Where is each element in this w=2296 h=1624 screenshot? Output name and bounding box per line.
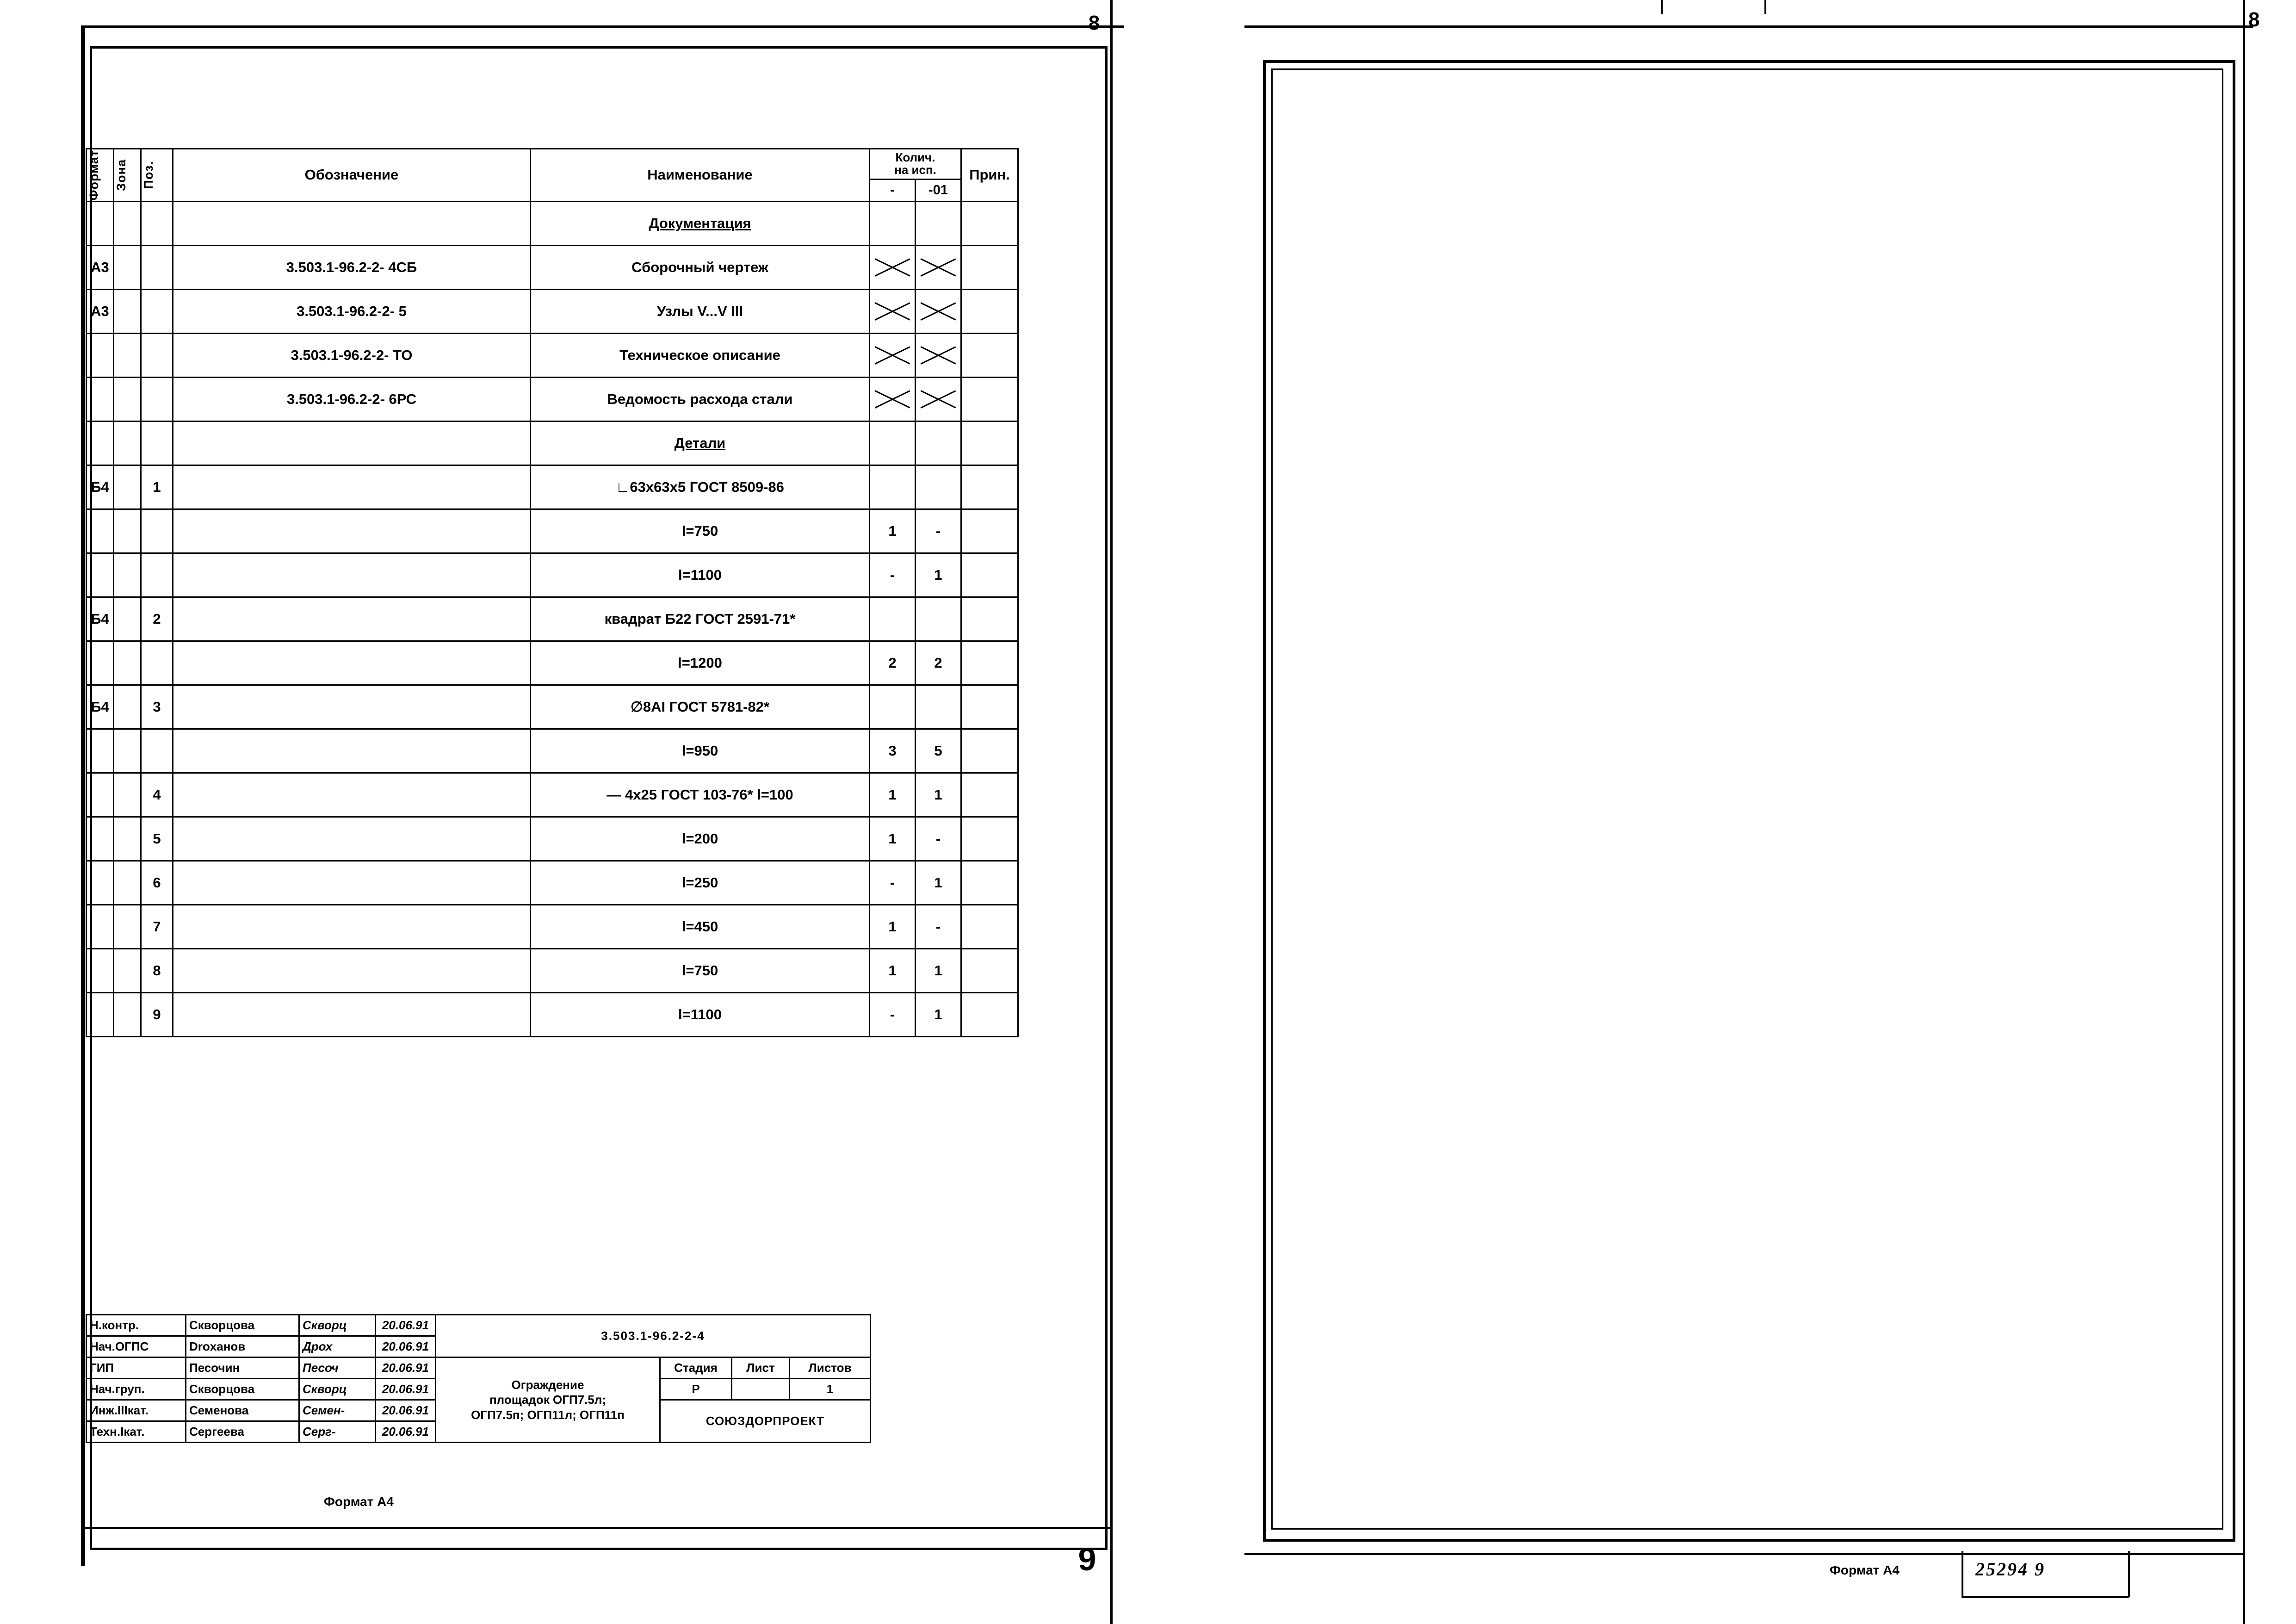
cell-zona	[114, 729, 141, 773]
cell-quantity-01	[916, 421, 961, 465]
stadia-header: Стадия	[660, 1357, 732, 1379]
cell-quantity-base: 2	[870, 641, 916, 685]
listov-header: Листов	[790, 1357, 871, 1379]
cell-oboznachenie	[173, 729, 531, 773]
cell-poz	[141, 553, 173, 597]
cell-prin	[961, 553, 1018, 597]
object-title	[436, 1357, 660, 1443]
cell-format: Б4	[87, 465, 114, 509]
cell-format	[87, 509, 114, 553]
signature-mark: Дрох	[299, 1336, 376, 1357]
cell-oboznachenie: 3.503.1-96.2-2- 5	[173, 289, 531, 333]
cell-prin	[961, 245, 1018, 289]
right-sheet-frame	[1263, 60, 2235, 1542]
table-row	[87, 465, 1018, 509]
table-header-row	[87, 149, 1018, 202]
table-row	[87, 729, 1018, 773]
object-title-line3: ОГП7.5п; ОГП11л; ОГП11п	[471, 1407, 625, 1422]
cell-poz: 7	[141, 905, 173, 948]
cell-prin	[961, 465, 1018, 509]
cell-format	[87, 817, 114, 861]
signature-role: Н.контр.	[87, 1315, 186, 1336]
cell-oboznachenie	[173, 861, 531, 905]
cell-poz: 6	[141, 861, 173, 905]
cell-oboznachenie: 3.503.1-96.2-2- ТО	[173, 333, 531, 377]
cell-naimenovanie: l=1200	[531, 641, 870, 685]
table-row	[87, 861, 1018, 905]
cell-quantity-base: -	[870, 861, 916, 905]
cell-oboznachenie	[173, 905, 531, 948]
cell-zona	[114, 817, 141, 861]
signature-mark: Серг-	[299, 1421, 376, 1443]
table-row	[87, 685, 1018, 729]
cell-oboznachenie	[173, 201, 531, 245]
signature-date: 20.06.91	[376, 1400, 436, 1421]
cell-quantity-base	[870, 421, 916, 465]
cell-oboznachenie	[173, 465, 531, 509]
header-q1: -	[870, 180, 916, 201]
cell-quantity-base	[870, 333, 916, 377]
list-value	[732, 1379, 790, 1400]
cell-zona	[114, 773, 141, 817]
cell-naimenovanie: Техническое описание	[531, 333, 870, 377]
cell-prin	[961, 729, 1018, 773]
cell-quantity-base	[870, 597, 916, 641]
signature-date: 20.06.91	[376, 1315, 436, 1336]
cell-quantity-base: -	[870, 553, 916, 597]
cell-zona	[114, 465, 141, 509]
cell-prin	[961, 948, 1018, 992]
cell-quantity-base: 3	[870, 729, 916, 773]
signature-role: ГИП	[87, 1357, 186, 1379]
table-row	[87, 377, 1018, 421]
table-row	[87, 509, 1018, 553]
cell-naimenovanie: — 4х25 ГОСТ 103-76* l=100	[531, 773, 870, 817]
cell-format	[87, 421, 114, 465]
signature-name: Сергеева	[186, 1421, 299, 1443]
cell-oboznachenie	[173, 773, 531, 817]
cell-prin	[961, 333, 1018, 377]
cell-poz: 2	[141, 597, 173, 641]
cell-quantity-01: 5	[916, 729, 961, 773]
cell-zona	[114, 861, 141, 905]
header-na-isp: на исп.	[894, 163, 936, 177]
cell-quantity-01: -	[916, 817, 961, 861]
cell-format	[87, 948, 114, 992]
cell-poz: 3	[141, 685, 173, 729]
signature-role: Нач.груп.	[87, 1379, 186, 1400]
cell-format	[87, 201, 114, 245]
table-row	[87, 421, 1018, 465]
left-sheet-bottom-rule	[81, 1527, 1113, 1529]
signature-mark: Семен-	[299, 1400, 376, 1421]
cell-prin	[961, 992, 1018, 1036]
table-row	[87, 289, 1018, 333]
cell-quantity-base: 1	[870, 905, 916, 948]
cell-quantity-base	[870, 377, 916, 421]
cell-poz	[141, 377, 173, 421]
right-sheet	[1244, 25, 2253, 1562]
signature-name: Семенова	[186, 1400, 299, 1421]
table-row	[87, 201, 1018, 245]
cell-naimenovanie: l=750	[531, 948, 870, 992]
cell-zona	[114, 948, 141, 992]
right-sheet-bottom-rule	[1244, 1553, 2244, 1555]
cell-quantity-base	[870, 289, 916, 333]
cell-quantity-01	[916, 465, 961, 509]
cell-zona	[114, 685, 141, 729]
right-code-box-left	[1962, 1551, 1963, 1597]
right-format-label: Формат А4	[1830, 1563, 1900, 1577]
table-row	[87, 333, 1018, 377]
cell-quantity-base	[870, 465, 916, 509]
cell-format	[87, 861, 114, 905]
cell-format	[87, 729, 114, 773]
cell-oboznachenie	[173, 553, 531, 597]
signature-date: 20.06.91	[376, 1336, 436, 1357]
cell-prin	[961, 421, 1018, 465]
cell-poz: 4	[141, 773, 173, 817]
title-block	[86, 1314, 871, 1443]
cell-naimenovanie: ∟63х63х5 ГОСТ 8509-86	[531, 465, 870, 509]
signature-mark: Песоч	[299, 1357, 376, 1379]
cell-zona	[114, 289, 141, 333]
cell-zona	[114, 905, 141, 948]
left-sheet-right-border	[1110, 0, 1113, 1624]
cell-prin	[961, 377, 1018, 421]
header-naimenovanie: Наименование	[531, 149, 870, 202]
table-row	[87, 597, 1018, 641]
cell-quantity-01: -	[916, 905, 961, 948]
cell-quantity-01	[916, 245, 961, 289]
cell-quantity-01: 1	[916, 992, 961, 1036]
cell-naimenovanie: l=250	[531, 861, 870, 905]
cell-poz	[141, 421, 173, 465]
cell-zona	[114, 509, 141, 553]
table-row	[87, 773, 1018, 817]
cell-format	[87, 333, 114, 377]
cell-quantity-base: 1	[870, 509, 916, 553]
cell-naimenovanie: Сборочный чертеж	[531, 245, 870, 289]
cell-poz	[141, 641, 173, 685]
right-archive-code: 25294 9	[1975, 1559, 2045, 1580]
cell-prin	[961, 685, 1018, 729]
cell-format	[87, 641, 114, 685]
cell-format: Б4	[87, 685, 114, 729]
left-format-label: Формат А4	[324, 1494, 394, 1509]
cell-oboznachenie	[173, 948, 531, 992]
signature-date: 20.06.91	[376, 1357, 436, 1379]
cell-quantity-01	[916, 201, 961, 245]
cell-format: Б4	[87, 597, 114, 641]
cell-naimenovanie: Ведомость расхода стали	[531, 377, 870, 421]
cell-poz	[141, 201, 173, 245]
cell-quantity-base: 1	[870, 773, 916, 817]
cell-format	[87, 773, 114, 817]
cell-oboznachenie: 3.503.1-96.2-2- 4СБ	[173, 245, 531, 289]
cell-zona	[114, 553, 141, 597]
list-header: Лист	[732, 1357, 790, 1379]
table-row	[87, 817, 1018, 861]
cell-poz	[141, 509, 173, 553]
cell-quantity-01	[916, 289, 961, 333]
header-poz: Поз.	[142, 161, 155, 189]
table-row	[87, 245, 1018, 289]
signature-date: 20.06.91	[376, 1421, 436, 1443]
left-sheet-number-top: 8	[1088, 12, 1100, 34]
cell-oboznachenie	[173, 421, 531, 465]
header-q2: -01	[928, 182, 948, 198]
cell-quantity-base	[870, 245, 916, 289]
cell-prin	[961, 773, 1018, 817]
cell-zona	[114, 992, 141, 1036]
right-sheet-inner-frame	[1271, 68, 2223, 1530]
cell-naimenovanie: l=200	[531, 817, 870, 861]
table-row	[87, 992, 1018, 1036]
signature-name: Скворцова	[186, 1379, 299, 1400]
header-oboznachenie: Обозначение	[173, 149, 531, 202]
cell-oboznachenie	[173, 992, 531, 1036]
cell-poz	[141, 729, 173, 773]
table-row	[87, 948, 1018, 992]
cell-naimenovanie: квадрат Б22 ГОСТ 2591-71*	[531, 597, 870, 641]
cell-naimenovanie: l=450	[531, 905, 870, 948]
signature-name: Скворцова	[186, 1315, 299, 1336]
specification-table	[86, 148, 1019, 1037]
right-sheet-right-border	[2243, 0, 2245, 1624]
left-sheet-number-bottom: 9	[1078, 1541, 1096, 1577]
header-kolichestvo	[870, 149, 961, 202]
cell-zona	[114, 245, 141, 289]
cell-poz: 8	[141, 948, 173, 992]
cell-poz	[141, 245, 173, 289]
table-row	[87, 553, 1018, 597]
right-sheet-top-stub	[1661, 0, 1766, 14]
cell-prin	[961, 905, 1018, 948]
header-kolich: Колич.	[895, 150, 935, 164]
cell-zona	[114, 377, 141, 421]
cell-oboznachenie	[173, 817, 531, 861]
object-title-line1: Ограждение	[511, 1377, 584, 1392]
cell-poz: 1	[141, 465, 173, 509]
cell-oboznachenie	[173, 597, 531, 641]
organization-name: СОЮЗДОРПРОЕКТ	[660, 1400, 871, 1443]
signature-mark: Скворц	[299, 1379, 376, 1400]
cell-quantity-01: 1	[916, 773, 961, 817]
cell-zona	[114, 201, 141, 245]
header-format: Формат	[87, 149, 101, 201]
cell-naimenovanie: Детали	[531, 421, 870, 465]
cell-prin	[961, 641, 1018, 685]
cell-quantity-01	[916, 597, 961, 641]
cell-poz	[141, 333, 173, 377]
cell-quantity-base: -	[870, 992, 916, 1036]
header-zona: Зона	[114, 159, 128, 191]
cell-oboznachenie: 3.503.1-96.2-2- 6РС	[173, 377, 531, 421]
cell-format	[87, 553, 114, 597]
object-title-line2: площадок ОГП7.5л;	[489, 1393, 606, 1407]
signature-role: Инж.IIIкат.	[87, 1400, 186, 1421]
cell-format	[87, 992, 114, 1036]
table-row	[87, 905, 1018, 948]
cell-zona	[114, 421, 141, 465]
cell-naimenovanie: l=1100	[531, 553, 870, 597]
cell-format	[87, 905, 114, 948]
signature-mark: Скворц	[299, 1315, 376, 1336]
cell-prin	[961, 597, 1018, 641]
signature-name: Песочин	[186, 1357, 299, 1379]
signature-name: Droханов	[186, 1336, 299, 1357]
cell-poz: 9	[141, 992, 173, 1036]
signature-role: Техн.Iкат.	[87, 1421, 186, 1443]
cell-quantity-base: 1	[870, 817, 916, 861]
signature-role: Нач.ОГПС	[87, 1336, 186, 1357]
cell-quantity-01: 2	[916, 641, 961, 685]
cell-naimenovanie: ∅8АI ГОСТ 5781-82*	[531, 685, 870, 729]
cell-prin	[961, 201, 1018, 245]
cell-quantity-01: -	[916, 509, 961, 553]
cell-format: А3	[87, 289, 114, 333]
right-sheet-number-top: 8	[2248, 8, 2260, 31]
cell-prin	[961, 817, 1018, 861]
cell-quantity-01: 1	[916, 553, 961, 597]
table-row	[87, 641, 1018, 685]
right-code-box-bottom	[1962, 1596, 2129, 1598]
cell-quantity-01: 1	[916, 948, 961, 992]
header-prin: Прин.	[961, 149, 1018, 202]
cell-quantity-01: 1	[916, 861, 961, 905]
cell-naimenovanie: l=950	[531, 729, 870, 773]
cell-zona	[114, 333, 141, 377]
cell-quantity-base	[870, 201, 916, 245]
cell-naimenovanie: Узлы V...V III	[531, 289, 870, 333]
cell-quantity-base: 1	[870, 948, 916, 992]
cell-naimenovanie: l=1100	[531, 992, 870, 1036]
cell-quantity-base	[870, 685, 916, 729]
cell-quantity-01	[916, 377, 961, 421]
cell-poz: 5	[141, 817, 173, 861]
right-code-box-right	[2128, 1551, 2130, 1597]
cell-zona	[114, 597, 141, 641]
cell-format: А3	[87, 245, 114, 289]
cell-naimenovanie: l=750	[531, 509, 870, 553]
cell-naimenovanie: Документация	[531, 201, 870, 245]
cell-format	[87, 377, 114, 421]
cell-oboznachenie	[173, 685, 531, 729]
cell-prin	[961, 289, 1018, 333]
cell-oboznachenie	[173, 641, 531, 685]
cell-oboznachenie	[173, 509, 531, 553]
signature-date: 20.06.91	[376, 1379, 436, 1400]
stadia-value: Р	[660, 1379, 732, 1400]
cell-quantity-01	[916, 333, 961, 377]
cell-quantity-01	[916, 685, 961, 729]
cell-poz	[141, 289, 173, 333]
cell-zona	[114, 641, 141, 685]
listov-value: 1	[790, 1379, 871, 1400]
cell-prin	[961, 861, 1018, 905]
cell-prin	[961, 509, 1018, 553]
drawing-code: 3.503.1-96.2-2-4	[436, 1315, 871, 1357]
